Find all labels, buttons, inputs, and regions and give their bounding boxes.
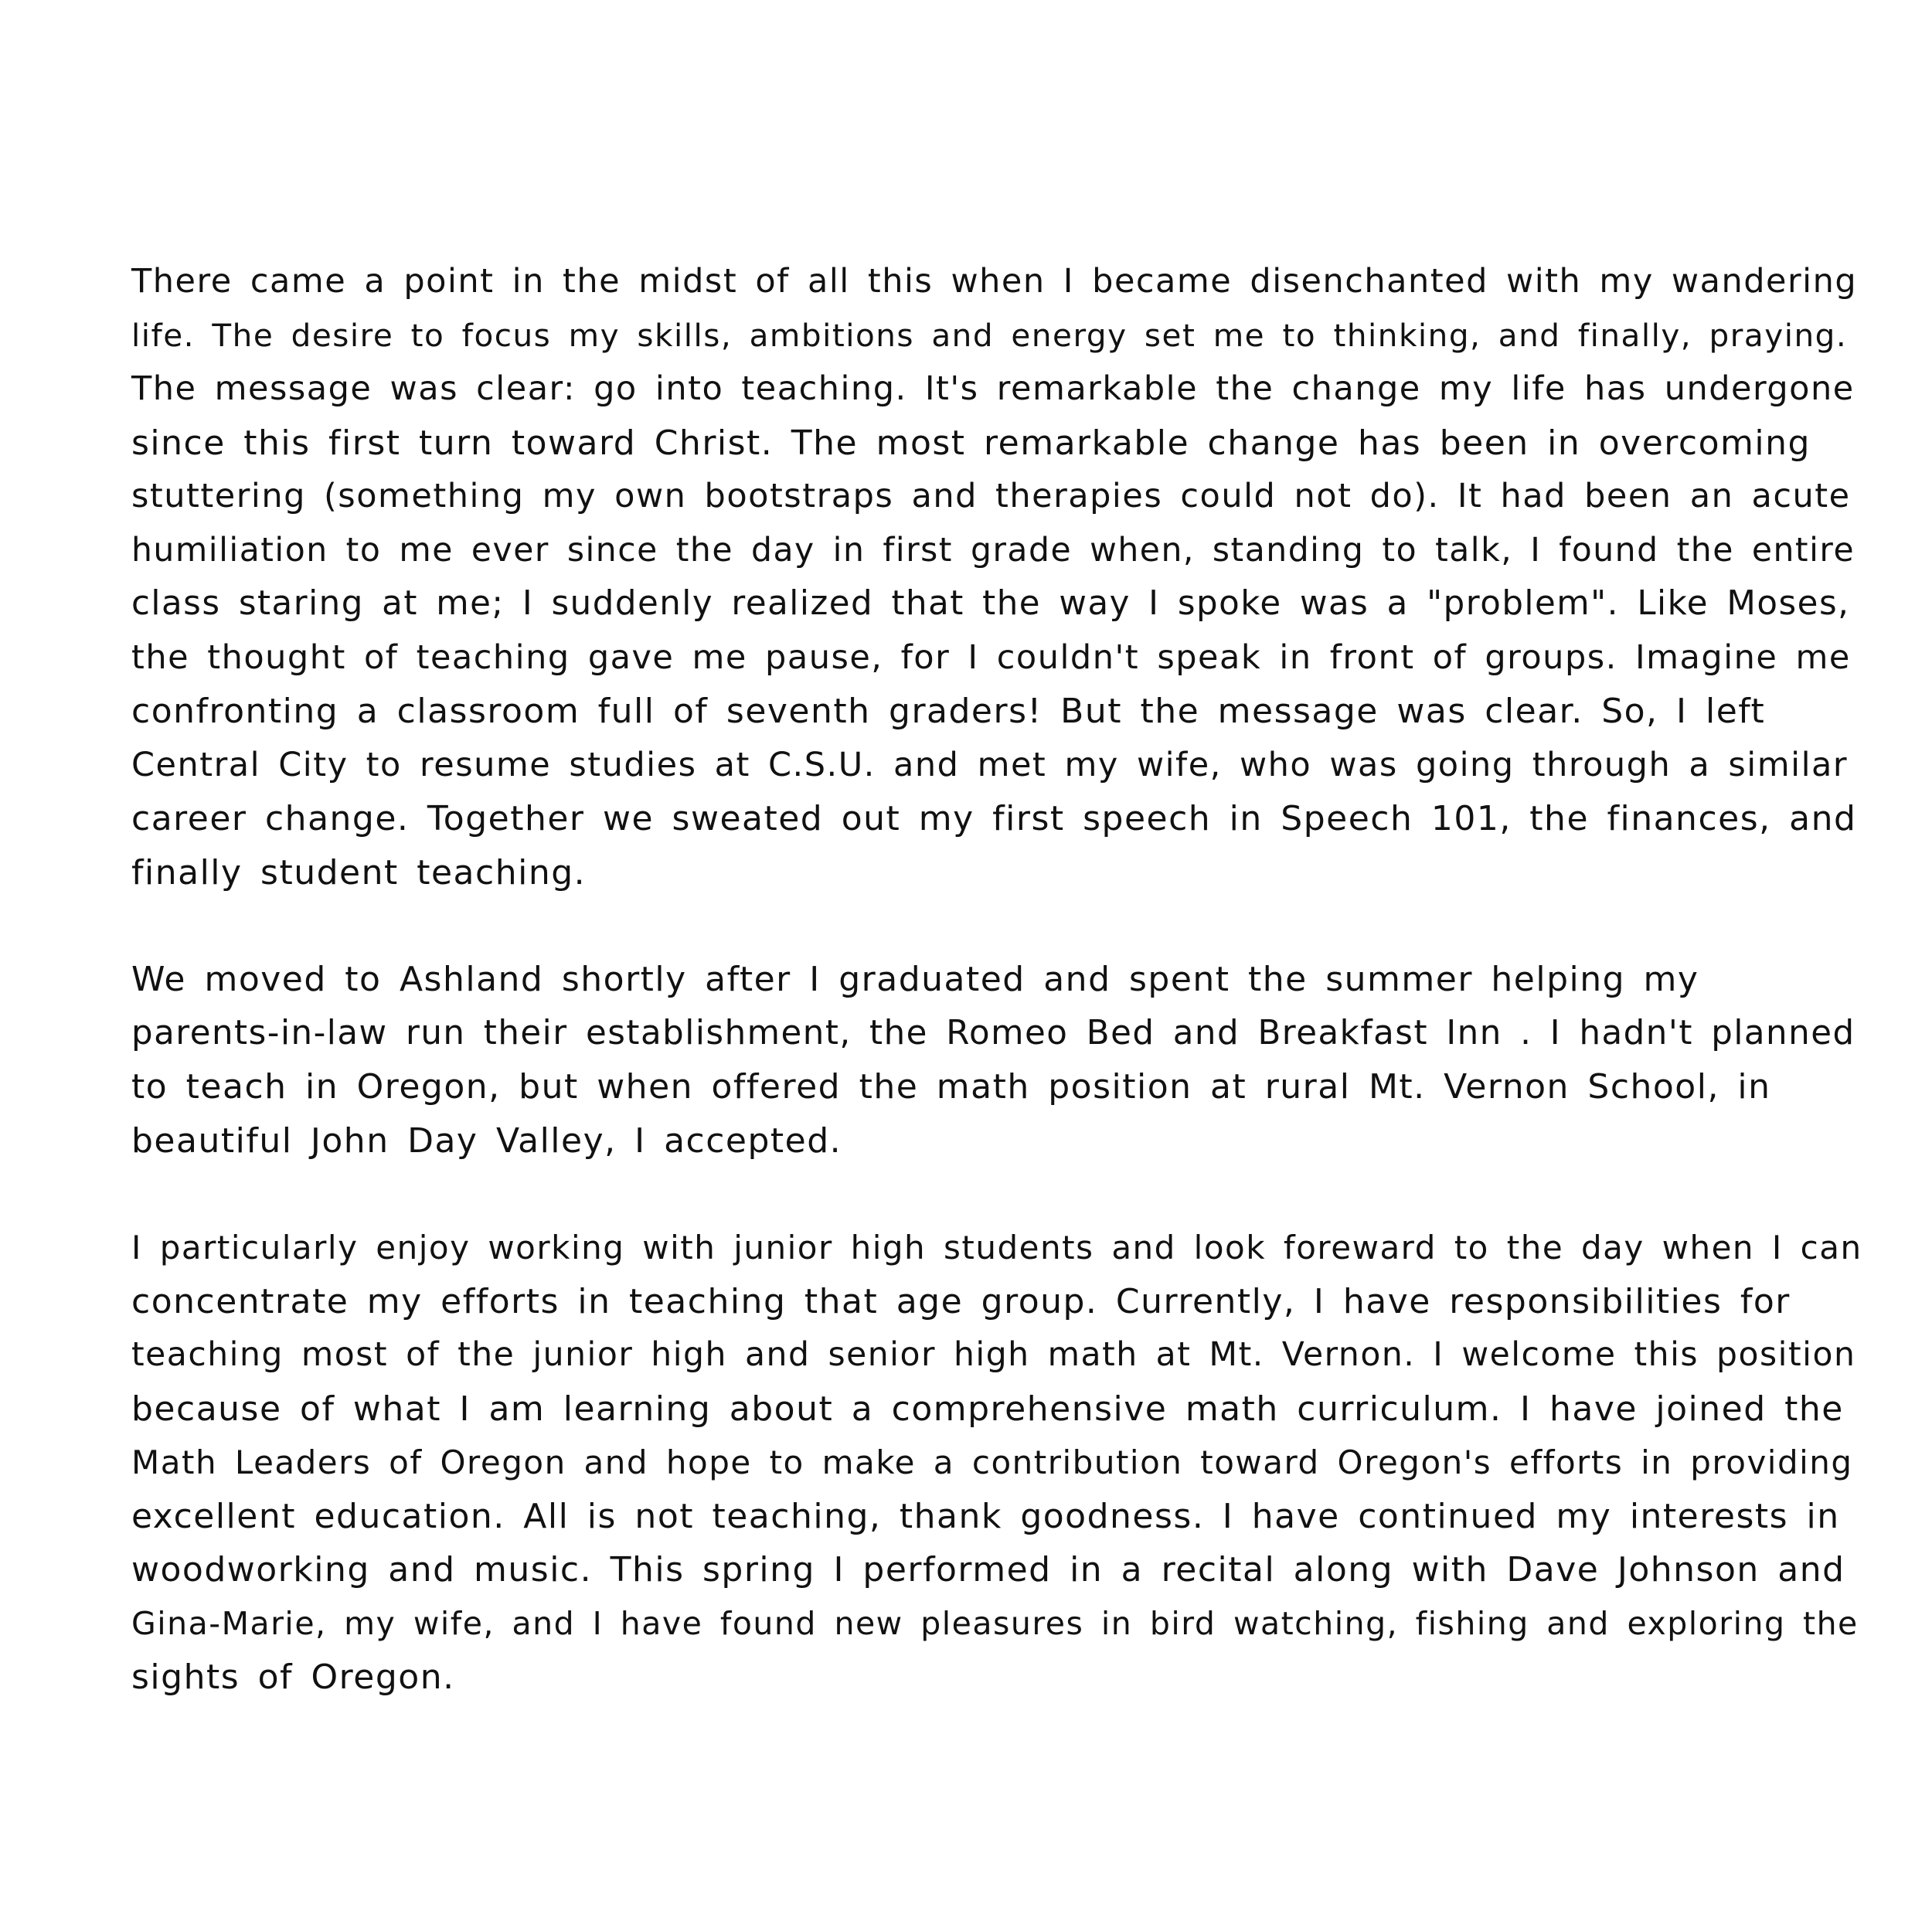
text-line: confronting a classroom full of seventh graders! But the message was clear. So, I left xyxy=(131,692,1766,731)
text-line: class staring at me; I suddenly realized that the way I spoke was a "problem". Like Moses, xyxy=(131,584,1850,623)
text-line: concentrate my efforts in teaching that age group. Currently, I have responsibilities for xyxy=(131,1281,1791,1321)
text-line: finally student teaching. xyxy=(131,852,587,892)
text-line: career change. Together we sweated out my first speech in Speech 101, the finances, and xyxy=(131,799,1857,838)
text-line: beautiful John Day Valley, I accepted. xyxy=(131,1120,842,1161)
body-text xyxy=(131,255,1862,1705)
text-line: stuttering (something my own bootstraps and therapies could not do). It had been an acute xyxy=(131,477,1851,515)
text-line: excellent education. All is not teaching, thank goodness. I have continued my interests in xyxy=(131,1496,1840,1536)
text-line: parents-in-law run their establishment, the Romeo Bed and Breakfast Inn . I hadn't planned xyxy=(131,1013,1855,1052)
text-line: Math Leaders of Oregon and hope to make a contribution toward Oregon's efforts in providing xyxy=(131,1443,1853,1481)
text-line: humiliation to me ever since the day in first grade when, standing to talk, I found the entire xyxy=(131,531,1855,570)
text-line: the thought of teaching gave me pause, for I couldn't speak in front of groups. Imagine me xyxy=(131,638,1851,677)
text-line: Gina-Marie, my wife, and I have found new pleasures in bird watching, fishing and exploring the xyxy=(131,1604,1859,1642)
text-line: The message was clear: go into teaching. It's remarkable the change my life has undergone xyxy=(131,369,1855,408)
text-line: woodworking and music. This spring I performed in a recital along with Dave Johnson and xyxy=(131,1550,1845,1590)
text-line: to teach in Oregon, but when offered the math position at rural Mt. Vernon School, in xyxy=(131,1067,1771,1107)
text-line: teaching most of the junior high and senior high math at Mt. Vernon. I welcome this position xyxy=(131,1336,1856,1374)
text-line: sights of Oregon. xyxy=(131,1658,455,1697)
text-line: I particularly enjoy working with junior high students and look foreward to the day when I can xyxy=(131,1229,1862,1266)
text-line: Central City to resume studies at C.S.U. and met my wife, who was going through a similar xyxy=(131,745,1849,784)
text-line: We moved to Ashland shortly after I graduated and spent the summer helping my xyxy=(131,960,1699,999)
text-line: There came a point in the midst of all this when I became disenchanted with my wandering xyxy=(131,262,1858,301)
paragraph-1 xyxy=(131,255,1862,899)
text-line: life. The desire to focus my skills, ambitions and energy set me to thinking, and finally, praying. xyxy=(131,316,1848,354)
paragraph-3 xyxy=(131,1221,1862,1705)
paragraph-2 xyxy=(131,953,1862,1168)
text-line: because of what I am learning about a comprehensive math curriculum. I have joined the xyxy=(131,1389,1844,1429)
text-line: since this first turn toward Christ. The most remarkable change has been in overcoming xyxy=(131,423,1811,463)
